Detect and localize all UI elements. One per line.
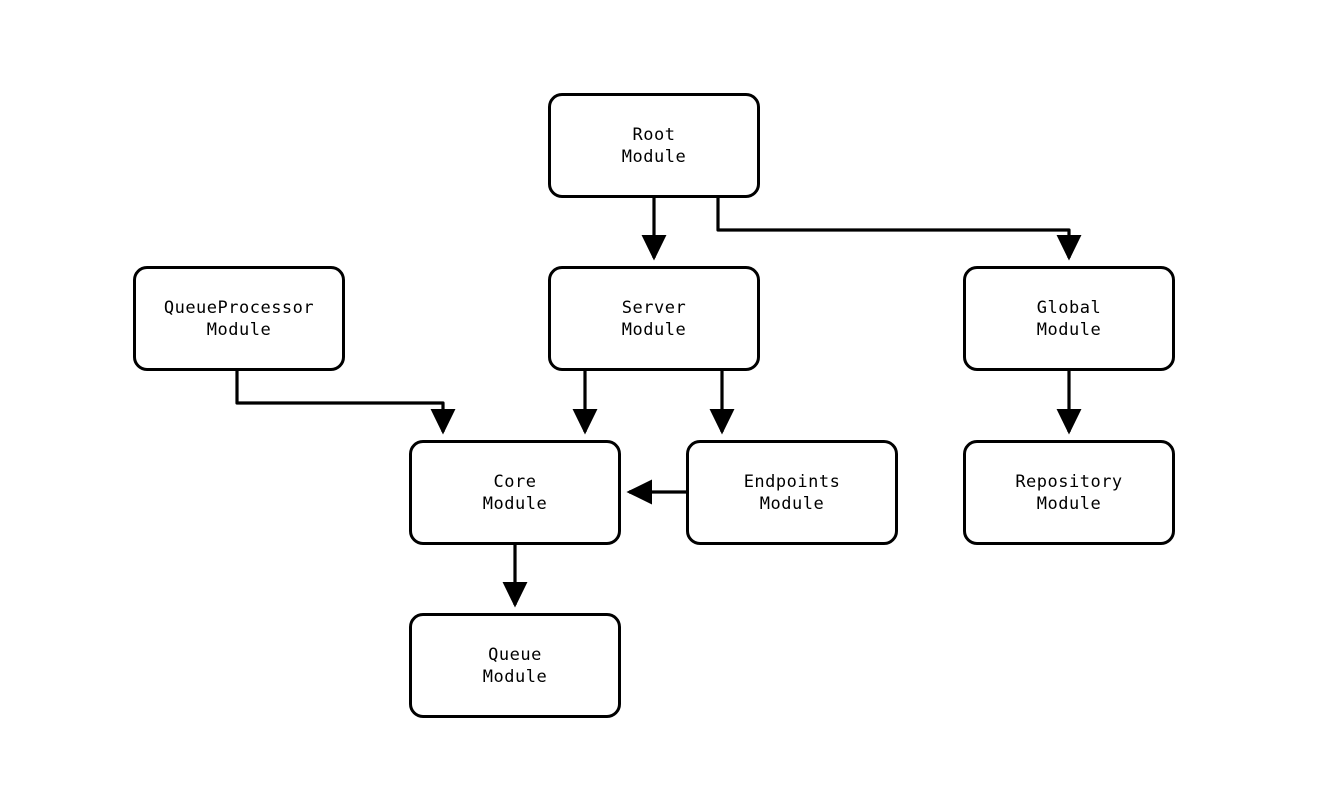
edge-root-global [718, 198, 1069, 258]
node-label-line2: Module [482, 493, 548, 514]
node-label-line1: Queue [488, 644, 542, 665]
node-label-line2: Module [206, 319, 272, 340]
node-endpoints-module[interactable] [686, 440, 898, 545]
node-label-line2: Module [621, 319, 687, 340]
node-label-line1: Core [493, 471, 537, 492]
node-root-module[interactable] [548, 93, 760, 198]
node-label-line2: Module [1036, 493, 1102, 514]
node-label-line2: Module [759, 493, 825, 514]
node-queue-module[interactable] [409, 613, 621, 718]
node-label-line1: Global [1036, 297, 1102, 318]
node-global-module[interactable] [963, 266, 1175, 371]
edge-queueprocessor-core [237, 371, 443, 432]
node-label-line1: Server [621, 297, 687, 318]
node-label-line1: QueueProcessor [163, 297, 315, 318]
node-label-line1: Repository [1015, 471, 1123, 492]
node-label-line2: Module [621, 146, 687, 167]
node-repository-module[interactable] [963, 440, 1175, 545]
node-core-module[interactable] [409, 440, 621, 545]
node-label-line2: Module [1036, 319, 1102, 340]
node-server-module[interactable] [548, 266, 760, 371]
node-label-line2: Module [482, 666, 548, 687]
node-queueprocessor-module[interactable] [133, 266, 345, 371]
node-label-line1: Endpoints [743, 471, 841, 492]
node-label-line1: Root [632, 124, 676, 145]
